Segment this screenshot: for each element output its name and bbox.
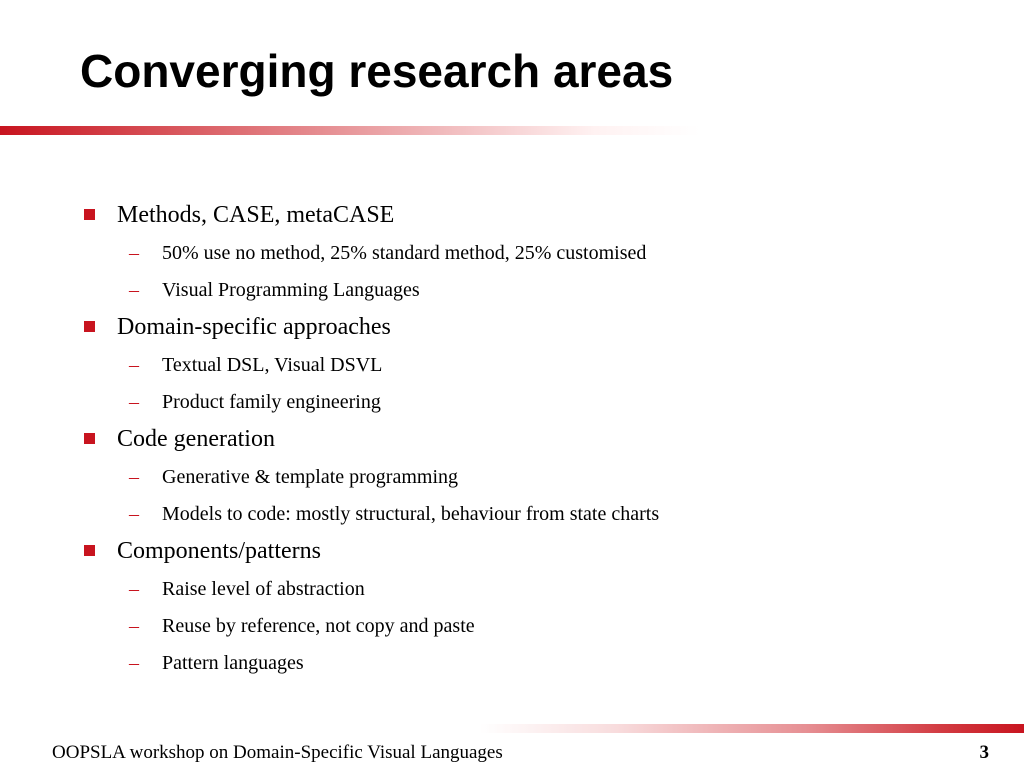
sub-bullet-text: Product family engineering: [162, 391, 381, 413]
slide-title: Converging research areas: [80, 45, 674, 97]
sub-bullet-text: Textual DSL, Visual DSVL: [162, 354, 383, 376]
bullet-text: Code generation: [117, 426, 275, 452]
sub-bullet-text: Raise level of abstraction: [162, 578, 365, 600]
sub-bullet-text: 50% use no method, 25% standard method, 25% customised: [162, 242, 647, 264]
dash-marker-icon: –: [129, 615, 139, 637]
bullet-item: [80, 422, 980, 460]
bullet-item: [80, 310, 980, 348]
bullet-list: [80, 198, 980, 683]
sub-bullet-item: [80, 236, 980, 273]
sub-bullet-item: [80, 385, 980, 422]
sub-bullet-text: Visual Programming Languages: [162, 279, 420, 301]
bullet-text: Domain-specific approaches: [117, 314, 391, 340]
footer-text: OOPSLA workshop on Domain-Specific Visual Languages: [52, 742, 503, 763]
sub-bullet-text: Reuse by reference, not copy and paste: [162, 615, 475, 637]
sub-bullet-text: Pattern languages: [162, 652, 304, 674]
square-bullet-icon: [84, 545, 95, 556]
sub-bullet-item: [80, 497, 980, 534]
dash-marker-icon: –: [129, 503, 139, 525]
square-bullet-icon: [84, 321, 95, 332]
sub-bullet-item: [80, 273, 980, 310]
sub-bullet-item: [80, 460, 980, 497]
bullet-text: Methods, CASE, metaCASE: [117, 202, 395, 228]
dash-marker-icon: –: [129, 578, 139, 600]
sub-bullet-text: Generative & template programming: [162, 466, 459, 488]
dash-marker-icon: –: [129, 391, 139, 413]
footer-divider: [480, 724, 1024, 733]
page-number: 3: [979, 742, 989, 763]
dash-marker-icon: –: [129, 279, 139, 301]
sub-bullet-item: [80, 609, 980, 646]
dash-marker-icon: –: [129, 354, 139, 376]
sub-bullet-item: [80, 348, 980, 385]
bullet-item: [80, 534, 980, 572]
dash-marker-icon: –: [129, 242, 139, 264]
bullet-item: [80, 198, 980, 236]
square-bullet-icon: [84, 433, 95, 444]
sub-bullet-item: [80, 572, 980, 609]
square-bullet-icon: [84, 209, 95, 220]
title-divider: [0, 126, 700, 135]
sub-bullet-text: Models to code: mostly structural, behaviour from state charts: [162, 503, 660, 525]
dash-marker-icon: –: [129, 652, 139, 674]
dash-marker-icon: –: [129, 466, 139, 488]
bullet-text: Components/patterns: [117, 538, 321, 564]
sub-bullet-item: [80, 646, 980, 683]
